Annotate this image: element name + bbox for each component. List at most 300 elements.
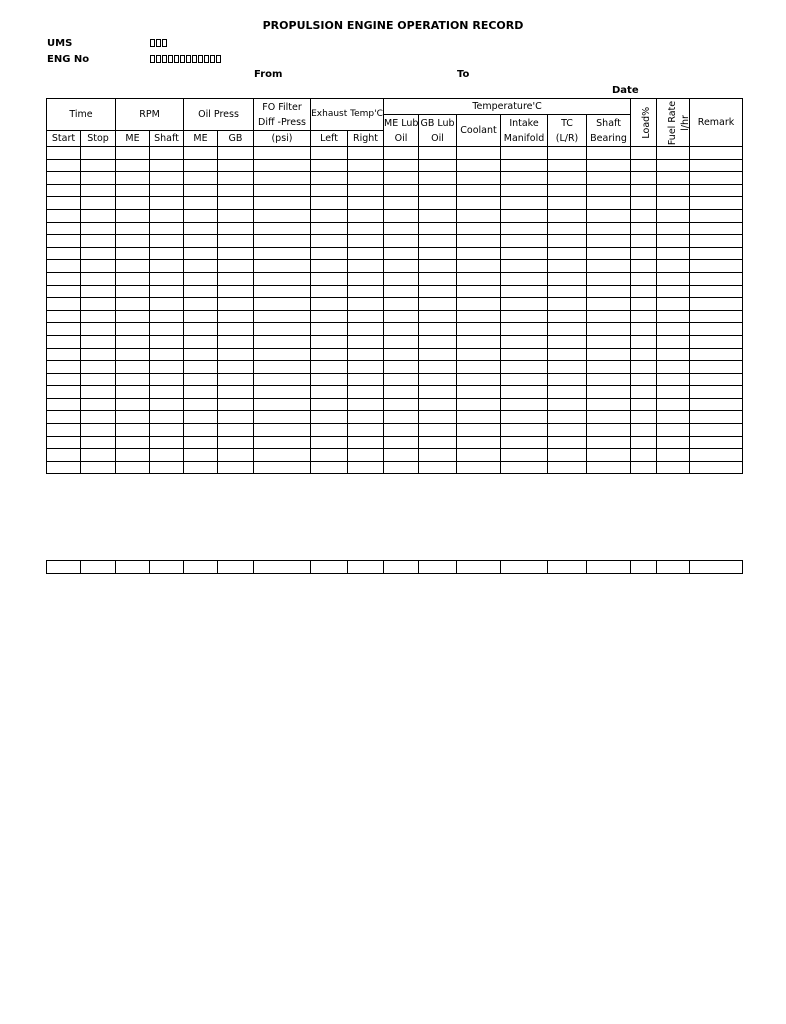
table-cell[interactable] bbox=[81, 260, 116, 273]
table-cell[interactable] bbox=[457, 209, 501, 222]
table-cell[interactable] bbox=[657, 436, 690, 449]
table-cell[interactable] bbox=[631, 235, 657, 248]
table-cell[interactable] bbox=[384, 272, 419, 285]
table-cell[interactable] bbox=[218, 272, 254, 285]
table-cell[interactable] bbox=[587, 411, 631, 424]
table-cell[interactable] bbox=[457, 298, 501, 311]
table-cell[interactable] bbox=[384, 398, 419, 411]
table-cell[interactable] bbox=[631, 361, 657, 374]
table-cell[interactable] bbox=[184, 197, 218, 210]
table-cell[interactable] bbox=[116, 285, 150, 298]
table-cell[interactable] bbox=[218, 310, 254, 323]
table-cell[interactable] bbox=[150, 222, 184, 235]
table-cell[interactable] bbox=[419, 310, 457, 323]
table-cell[interactable] bbox=[348, 335, 384, 348]
table-cell[interactable] bbox=[150, 260, 184, 273]
table-cell[interactable] bbox=[690, 323, 743, 336]
table-cell[interactable] bbox=[348, 461, 384, 474]
table-cell[interactable] bbox=[657, 411, 690, 424]
table-cell[interactable] bbox=[218, 424, 254, 437]
table-cell[interactable] bbox=[311, 197, 348, 210]
table-cell[interactable] bbox=[116, 436, 150, 449]
table-cell[interactable] bbox=[690, 197, 743, 210]
table-cell[interactable] bbox=[457, 424, 501, 437]
table-cell[interactable] bbox=[218, 222, 254, 235]
table-cell[interactable] bbox=[116, 373, 150, 386]
table-cell[interactable] bbox=[184, 209, 218, 222]
table-cell[interactable] bbox=[150, 247, 184, 260]
table-cell[interactable] bbox=[311, 209, 348, 222]
table-cell[interactable] bbox=[548, 197, 587, 210]
table-cell[interactable] bbox=[311, 235, 348, 248]
table-cell[interactable] bbox=[548, 247, 587, 260]
table-cell[interactable] bbox=[457, 285, 501, 298]
table-cell[interactable] bbox=[81, 348, 116, 361]
table-cell[interactable] bbox=[657, 235, 690, 248]
table-cell[interactable] bbox=[184, 323, 218, 336]
table-cell[interactable] bbox=[457, 436, 501, 449]
table-cell[interactable] bbox=[548, 272, 587, 285]
table-cell[interactable] bbox=[311, 184, 348, 197]
table-cell[interactable] bbox=[116, 386, 150, 399]
table-cell[interactable] bbox=[150, 172, 184, 185]
table-cell[interactable] bbox=[384, 235, 419, 248]
table-cell[interactable] bbox=[254, 398, 311, 411]
table-cell[interactable] bbox=[501, 310, 548, 323]
table-cell[interactable] bbox=[81, 247, 116, 260]
table-cell[interactable] bbox=[184, 411, 218, 424]
table-cell[interactable] bbox=[254, 159, 311, 172]
table-cell[interactable] bbox=[184, 373, 218, 386]
table-cell[interactable] bbox=[81, 285, 116, 298]
table-cell[interactable] bbox=[657, 159, 690, 172]
table-cell[interactable] bbox=[419, 184, 457, 197]
table-cell[interactable] bbox=[587, 398, 631, 411]
table-cell[interactable] bbox=[548, 172, 587, 185]
table-cell[interactable] bbox=[690, 361, 743, 374]
table-cell[interactable] bbox=[254, 348, 311, 361]
table-cell[interactable] bbox=[81, 298, 116, 311]
table-cell[interactable] bbox=[587, 561, 631, 574]
table-cell[interactable] bbox=[501, 449, 548, 462]
table-cell[interactable] bbox=[47, 285, 81, 298]
table-cell[interactable] bbox=[116, 235, 150, 248]
table-cell[interactable] bbox=[419, 209, 457, 222]
table-cell[interactable] bbox=[218, 209, 254, 222]
table-cell[interactable] bbox=[116, 398, 150, 411]
table-cell[interactable] bbox=[218, 197, 254, 210]
table-cell[interactable] bbox=[81, 361, 116, 374]
table-cell[interactable] bbox=[587, 272, 631, 285]
table-cell[interactable] bbox=[116, 323, 150, 336]
table-cell[interactable] bbox=[419, 335, 457, 348]
table-cell[interactable] bbox=[631, 386, 657, 399]
table-cell[interactable] bbox=[47, 209, 81, 222]
table-cell[interactable] bbox=[501, 561, 548, 574]
table-cell[interactable] bbox=[254, 147, 311, 160]
table-cell[interactable] bbox=[218, 436, 254, 449]
table-cell[interactable] bbox=[47, 235, 81, 248]
table-cell[interactable] bbox=[254, 247, 311, 260]
table-cell[interactable] bbox=[690, 222, 743, 235]
table-cell[interactable] bbox=[348, 235, 384, 248]
table-cell[interactable] bbox=[384, 424, 419, 437]
table-cell[interactable] bbox=[218, 449, 254, 462]
table-cell[interactable] bbox=[116, 209, 150, 222]
table-cell[interactable] bbox=[348, 386, 384, 399]
table-cell[interactable] bbox=[311, 247, 348, 260]
table-cell[interactable] bbox=[587, 209, 631, 222]
table-cell[interactable] bbox=[501, 147, 548, 160]
table-cell[interactable] bbox=[348, 260, 384, 273]
table-cell[interactable] bbox=[419, 398, 457, 411]
table-cell[interactable] bbox=[384, 386, 419, 399]
table-cell[interactable] bbox=[81, 561, 116, 574]
table-cell[interactable] bbox=[501, 436, 548, 449]
table-cell[interactable] bbox=[457, 561, 501, 574]
table-cell[interactable] bbox=[657, 222, 690, 235]
table-cell[interactable] bbox=[419, 323, 457, 336]
table-cell[interactable] bbox=[311, 449, 348, 462]
table-cell[interactable] bbox=[348, 147, 384, 160]
table-cell[interactable] bbox=[501, 298, 548, 311]
table-cell[interactable] bbox=[81, 184, 116, 197]
table-cell[interactable] bbox=[419, 272, 457, 285]
table-cell[interactable] bbox=[657, 272, 690, 285]
table-cell[interactable] bbox=[501, 398, 548, 411]
table-cell[interactable] bbox=[311, 398, 348, 411]
table-cell[interactable] bbox=[254, 335, 311, 348]
table-cell[interactable] bbox=[47, 386, 81, 399]
table-cell[interactable] bbox=[47, 323, 81, 336]
table-cell[interactable] bbox=[47, 197, 81, 210]
table-cell[interactable] bbox=[254, 260, 311, 273]
table-cell[interactable] bbox=[348, 159, 384, 172]
table-cell[interactable] bbox=[254, 436, 311, 449]
table-cell[interactable] bbox=[384, 461, 419, 474]
table-cell[interactable] bbox=[631, 260, 657, 273]
table-cell[interactable] bbox=[501, 260, 548, 273]
table-cell[interactable] bbox=[690, 424, 743, 437]
table-cell[interactable] bbox=[254, 172, 311, 185]
table-cell[interactable] bbox=[254, 285, 311, 298]
table-cell[interactable] bbox=[348, 424, 384, 437]
table-cell[interactable] bbox=[690, 561, 743, 574]
table-cell[interactable] bbox=[657, 310, 690, 323]
table-cell[interactable] bbox=[384, 298, 419, 311]
ums-value[interactable] bbox=[150, 38, 168, 49]
table-cell[interactable] bbox=[548, 411, 587, 424]
table-cell[interactable] bbox=[47, 159, 81, 172]
table-cell[interactable] bbox=[254, 424, 311, 437]
table-cell[interactable] bbox=[657, 197, 690, 210]
table-cell[interactable] bbox=[184, 159, 218, 172]
table-cell[interactable] bbox=[587, 260, 631, 273]
table-cell[interactable] bbox=[348, 172, 384, 185]
table-cell[interactable] bbox=[631, 197, 657, 210]
table-cell[interactable] bbox=[690, 348, 743, 361]
table-cell[interactable] bbox=[631, 373, 657, 386]
table-cell[interactable] bbox=[657, 424, 690, 437]
table-cell[interactable] bbox=[501, 285, 548, 298]
table-cell[interactable] bbox=[657, 398, 690, 411]
table-cell[interactable] bbox=[47, 260, 81, 273]
table-cell[interactable] bbox=[81, 235, 116, 248]
table-cell[interactable] bbox=[254, 235, 311, 248]
table-cell[interactable] bbox=[116, 310, 150, 323]
table-cell[interactable] bbox=[311, 298, 348, 311]
table-cell[interactable] bbox=[218, 159, 254, 172]
table-cell[interactable] bbox=[587, 323, 631, 336]
table-cell[interactable] bbox=[548, 235, 587, 248]
table-cell[interactable] bbox=[690, 373, 743, 386]
table-cell[interactable] bbox=[218, 184, 254, 197]
table-cell[interactable] bbox=[587, 235, 631, 248]
table-cell[interactable] bbox=[218, 373, 254, 386]
table-cell[interactable] bbox=[384, 159, 419, 172]
table-cell[interactable] bbox=[690, 184, 743, 197]
table-cell[interactable] bbox=[457, 386, 501, 399]
table-cell[interactable] bbox=[587, 184, 631, 197]
table-cell[interactable] bbox=[150, 361, 184, 374]
table-cell[interactable] bbox=[631, 285, 657, 298]
table-cell[interactable] bbox=[587, 147, 631, 160]
table-cell[interactable] bbox=[184, 310, 218, 323]
table-cell[interactable] bbox=[47, 424, 81, 437]
table-cell[interactable] bbox=[150, 298, 184, 311]
table-cell[interactable] bbox=[81, 222, 116, 235]
table-cell[interactable] bbox=[631, 272, 657, 285]
table-cell[interactable] bbox=[419, 348, 457, 361]
table-cell[interactable] bbox=[501, 373, 548, 386]
table-cell[interactable] bbox=[657, 323, 690, 336]
table-cell[interactable] bbox=[150, 285, 184, 298]
table-cell[interactable] bbox=[419, 373, 457, 386]
table-cell[interactable] bbox=[548, 436, 587, 449]
table-cell[interactable] bbox=[384, 260, 419, 273]
table-cell[interactable] bbox=[548, 310, 587, 323]
table-cell[interactable] bbox=[690, 436, 743, 449]
table-cell[interactable] bbox=[384, 411, 419, 424]
table-cell[interactable] bbox=[150, 436, 184, 449]
table-cell[interactable] bbox=[501, 361, 548, 374]
table-cell[interactable] bbox=[184, 298, 218, 311]
table-cell[interactable] bbox=[47, 310, 81, 323]
table-cell[interactable] bbox=[311, 561, 348, 574]
table-cell[interactable] bbox=[631, 461, 657, 474]
table-cell[interactable] bbox=[631, 159, 657, 172]
table-cell[interactable] bbox=[81, 147, 116, 160]
table-cell[interactable] bbox=[657, 298, 690, 311]
table-cell[interactable] bbox=[311, 222, 348, 235]
table-cell[interactable] bbox=[348, 398, 384, 411]
table-cell[interactable] bbox=[184, 172, 218, 185]
table-cell[interactable] bbox=[348, 411, 384, 424]
table-cell[interactable] bbox=[184, 348, 218, 361]
table-cell[interactable] bbox=[587, 373, 631, 386]
table-cell[interactable] bbox=[548, 159, 587, 172]
table-cell[interactable] bbox=[419, 461, 457, 474]
table-cell[interactable] bbox=[81, 323, 116, 336]
table-cell[interactable] bbox=[690, 209, 743, 222]
table-cell[interactable] bbox=[457, 373, 501, 386]
table-cell[interactable] bbox=[631, 323, 657, 336]
table-cell[interactable] bbox=[150, 147, 184, 160]
table-cell[interactable] bbox=[631, 424, 657, 437]
table-cell[interactable] bbox=[587, 298, 631, 311]
table-cell[interactable] bbox=[548, 184, 587, 197]
table-cell[interactable] bbox=[81, 436, 116, 449]
table-cell[interactable] bbox=[690, 272, 743, 285]
table-cell[interactable] bbox=[587, 449, 631, 462]
table-cell[interactable] bbox=[184, 424, 218, 437]
table-cell[interactable] bbox=[47, 461, 81, 474]
table-cell[interactable] bbox=[587, 310, 631, 323]
table-cell[interactable] bbox=[184, 247, 218, 260]
table-cell[interactable] bbox=[419, 298, 457, 311]
table-cell[interactable] bbox=[311, 361, 348, 374]
table-cell[interactable] bbox=[47, 184, 81, 197]
table-cell[interactable] bbox=[690, 172, 743, 185]
table-cell[interactable] bbox=[384, 197, 419, 210]
table-cell[interactable] bbox=[47, 298, 81, 311]
table-cell[interactable] bbox=[548, 386, 587, 399]
table-cell[interactable] bbox=[457, 449, 501, 462]
table-cell[interactable] bbox=[150, 449, 184, 462]
table-cell[interactable] bbox=[457, 222, 501, 235]
table-cell[interactable] bbox=[218, 398, 254, 411]
table-cell[interactable] bbox=[657, 373, 690, 386]
table-cell[interactable] bbox=[184, 285, 218, 298]
table-cell[interactable] bbox=[587, 197, 631, 210]
table-cell[interactable] bbox=[457, 247, 501, 260]
table-cell[interactable] bbox=[631, 335, 657, 348]
table-cell[interactable] bbox=[690, 398, 743, 411]
table-cell[interactable] bbox=[348, 361, 384, 374]
table-cell[interactable] bbox=[150, 209, 184, 222]
table-cell[interactable] bbox=[254, 461, 311, 474]
table-cell[interactable] bbox=[47, 348, 81, 361]
table-cell[interactable] bbox=[254, 222, 311, 235]
table-cell[interactable] bbox=[457, 461, 501, 474]
table-cell[interactable] bbox=[348, 449, 384, 462]
table-cell[interactable] bbox=[47, 172, 81, 185]
table-cell[interactable] bbox=[587, 348, 631, 361]
table-cell[interactable] bbox=[150, 335, 184, 348]
table-cell[interactable] bbox=[150, 184, 184, 197]
table-cell[interactable] bbox=[184, 561, 218, 574]
table-cell[interactable] bbox=[587, 386, 631, 399]
table-cell[interactable] bbox=[81, 386, 116, 399]
table-cell[interactable] bbox=[501, 222, 548, 235]
table-cell[interactable] bbox=[116, 247, 150, 260]
table-cell[interactable] bbox=[311, 323, 348, 336]
table-cell[interactable] bbox=[631, 398, 657, 411]
table-cell[interactable] bbox=[657, 449, 690, 462]
table-cell[interactable] bbox=[348, 285, 384, 298]
table-cell[interactable] bbox=[384, 147, 419, 160]
table-cell[interactable] bbox=[254, 386, 311, 399]
table-cell[interactable] bbox=[657, 247, 690, 260]
table-cell[interactable] bbox=[116, 348, 150, 361]
table-cell[interactable] bbox=[116, 424, 150, 437]
table-cell[interactable] bbox=[254, 272, 311, 285]
table-cell[interactable] bbox=[348, 436, 384, 449]
table-cell[interactable] bbox=[47, 411, 81, 424]
table-cell[interactable] bbox=[218, 298, 254, 311]
table-cell[interactable] bbox=[690, 159, 743, 172]
table-cell[interactable] bbox=[184, 386, 218, 399]
table-cell[interactable] bbox=[690, 461, 743, 474]
table-cell[interactable] bbox=[47, 373, 81, 386]
table-cell[interactable] bbox=[116, 222, 150, 235]
table-cell[interactable] bbox=[690, 247, 743, 260]
table-cell[interactable] bbox=[116, 197, 150, 210]
table-cell[interactable] bbox=[47, 247, 81, 260]
table-cell[interactable] bbox=[501, 323, 548, 336]
table-cell[interactable] bbox=[384, 323, 419, 336]
table-cell[interactable] bbox=[384, 172, 419, 185]
table-cell[interactable] bbox=[548, 398, 587, 411]
table-cell[interactable] bbox=[657, 348, 690, 361]
table-cell[interactable] bbox=[657, 147, 690, 160]
table-cell[interactable] bbox=[501, 386, 548, 399]
table-cell[interactable] bbox=[548, 335, 587, 348]
table-cell[interactable] bbox=[184, 361, 218, 374]
table-cell[interactable] bbox=[218, 348, 254, 361]
table-cell[interactable] bbox=[311, 172, 348, 185]
table-cell[interactable] bbox=[384, 247, 419, 260]
table-cell[interactable] bbox=[311, 159, 348, 172]
table-cell[interactable] bbox=[419, 260, 457, 273]
table-cell[interactable] bbox=[348, 373, 384, 386]
table-cell[interactable] bbox=[631, 561, 657, 574]
table-cell[interactable] bbox=[457, 272, 501, 285]
table-cell[interactable] bbox=[348, 197, 384, 210]
table-cell[interactable] bbox=[150, 398, 184, 411]
table-cell[interactable] bbox=[657, 361, 690, 374]
table-cell[interactable] bbox=[548, 323, 587, 336]
table-cell[interactable] bbox=[587, 285, 631, 298]
table-cell[interactable] bbox=[150, 411, 184, 424]
table-cell[interactable] bbox=[457, 260, 501, 273]
table-cell[interactable] bbox=[150, 159, 184, 172]
table-cell[interactable] bbox=[657, 184, 690, 197]
table-cell[interactable] bbox=[116, 147, 150, 160]
table-cell[interactable] bbox=[47, 449, 81, 462]
table-cell[interactable] bbox=[150, 323, 184, 336]
table-cell[interactable] bbox=[419, 411, 457, 424]
table-cell[interactable] bbox=[384, 184, 419, 197]
table-cell[interactable] bbox=[348, 184, 384, 197]
table-cell[interactable] bbox=[419, 449, 457, 462]
table-cell[interactable] bbox=[384, 285, 419, 298]
table-cell[interactable] bbox=[690, 310, 743, 323]
table-cell[interactable] bbox=[384, 373, 419, 386]
table-cell[interactable] bbox=[184, 436, 218, 449]
table-cell[interactable] bbox=[47, 561, 81, 574]
table-cell[interactable] bbox=[184, 272, 218, 285]
table-cell[interactable] bbox=[254, 298, 311, 311]
table-cell[interactable] bbox=[81, 310, 116, 323]
table-cell[interactable] bbox=[384, 310, 419, 323]
table-cell[interactable] bbox=[184, 335, 218, 348]
table-cell[interactable] bbox=[548, 348, 587, 361]
table-cell[interactable] bbox=[184, 449, 218, 462]
table-cell[interactable] bbox=[150, 373, 184, 386]
table-cell[interactable] bbox=[657, 285, 690, 298]
table-cell[interactable] bbox=[548, 424, 587, 437]
